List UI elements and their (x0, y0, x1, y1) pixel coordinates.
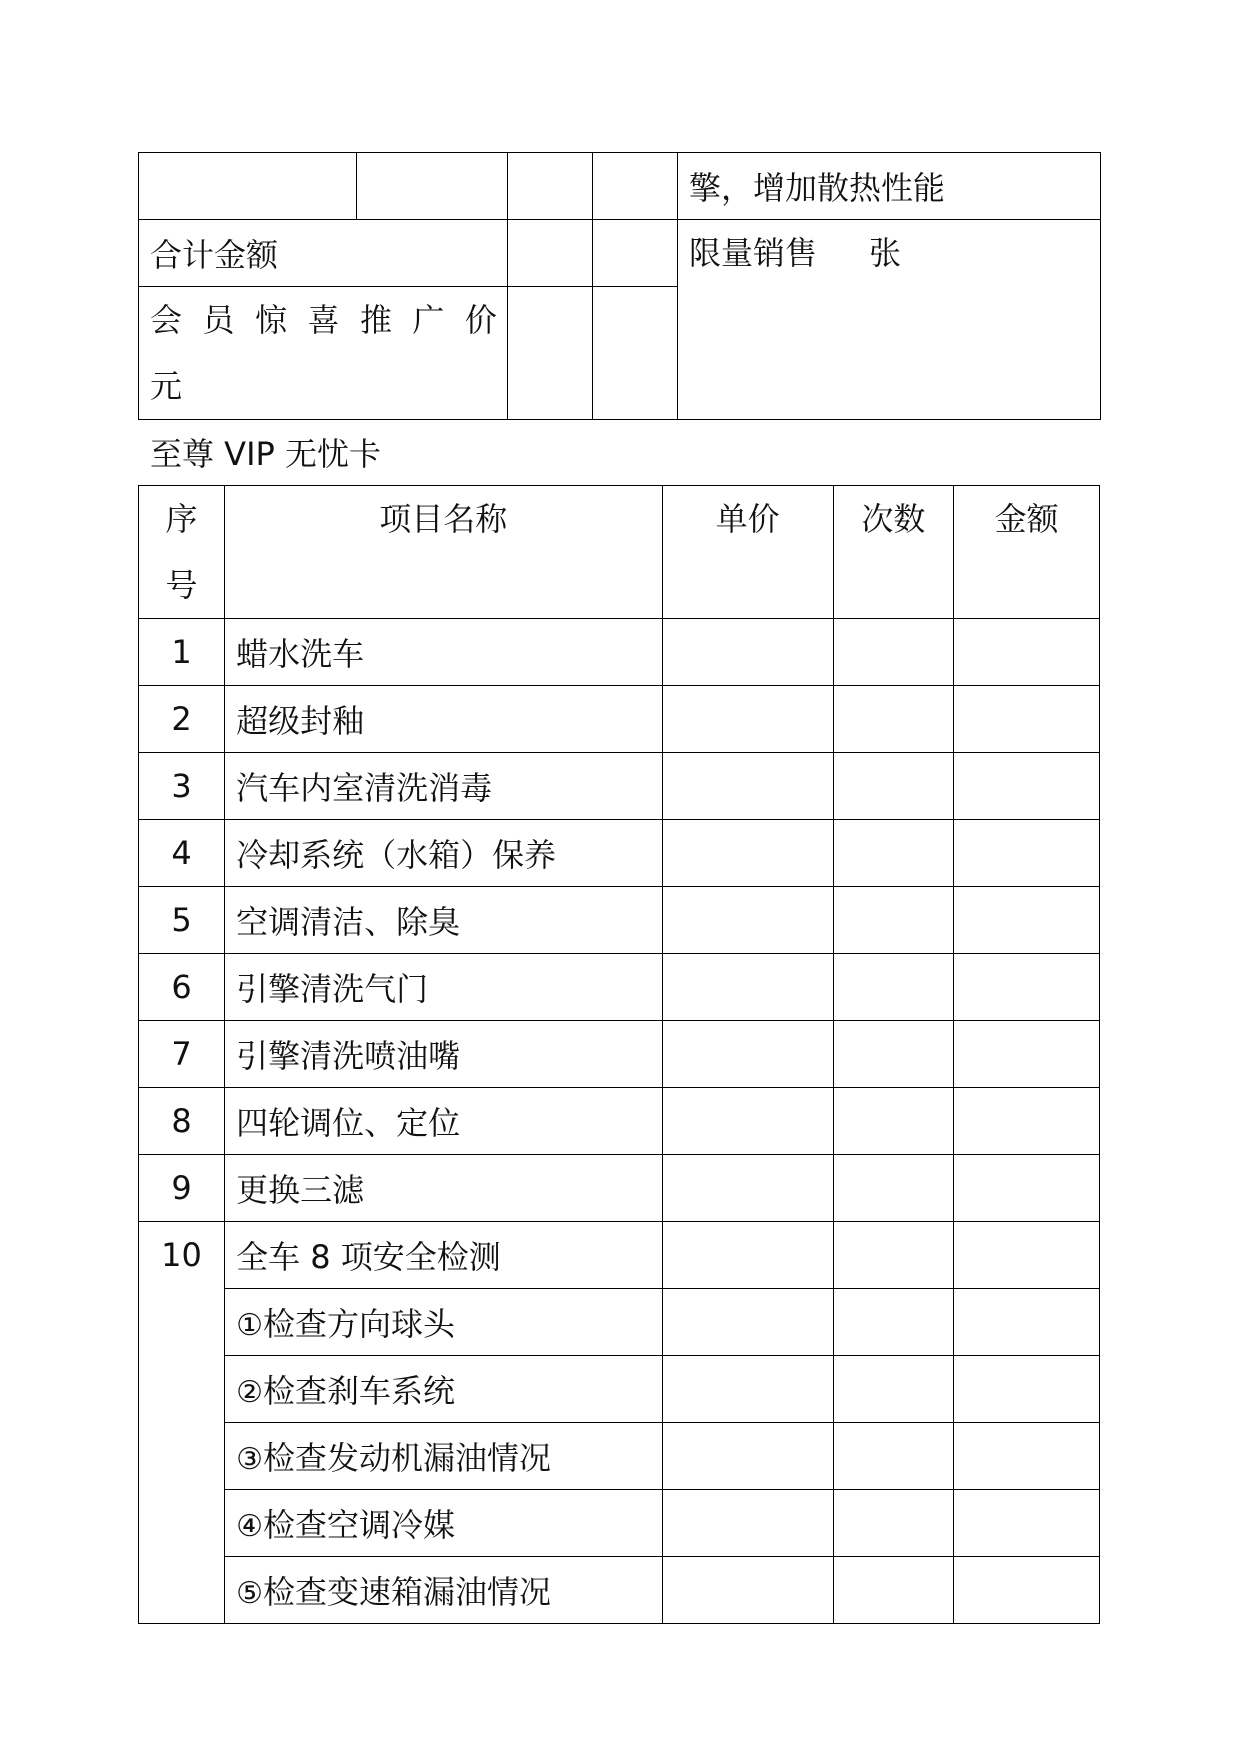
amount-cell (954, 619, 1100, 686)
count-cell (833, 619, 954, 686)
unit-price-cell (662, 1155, 833, 1222)
count-cell (833, 1222, 954, 1289)
row-item-name: 超级封釉 (225, 686, 662, 753)
sub-item-name: ②检查刹车系统 (225, 1356, 662, 1423)
unit-price-cell (662, 954, 833, 1021)
header-seq: 序 号 (139, 486, 225, 619)
total-label: 合计金额 (139, 220, 508, 287)
sub-item-name: ①检查方向球头 (225, 1289, 662, 1356)
row-number: 8 (139, 1088, 225, 1155)
table-row (139, 1557, 1100, 1624)
unit-price-cell (662, 1557, 833, 1624)
sub-item-name: ③检查发动机漏油情况 (225, 1423, 662, 1490)
count-cell (833, 820, 954, 887)
count-cell (833, 1490, 954, 1557)
amount-cell (954, 1155, 1100, 1222)
empty-cell (508, 220, 593, 287)
row-item-name: 汽车内室清洗消毒 (225, 753, 662, 820)
unit-price-cell (662, 1490, 833, 1557)
empty-cell (508, 287, 593, 420)
row-item-name: 更换三滤 (225, 1155, 662, 1222)
count-cell (833, 954, 954, 1021)
row-number: 7 (139, 1021, 225, 1088)
promo-cell (139, 287, 508, 420)
row-number: 5 (139, 887, 225, 954)
table-row (139, 954, 1100, 1021)
header-count: 次数 (833, 486, 954, 619)
count-cell (833, 1155, 954, 1222)
table-row (139, 1490, 1100, 1557)
amount-cell (954, 887, 1100, 954)
unit-price-cell (662, 1088, 833, 1155)
table-row (139, 820, 1100, 887)
row-number: 1 (139, 619, 225, 686)
row-number: 2 (139, 686, 225, 753)
count-cell (833, 1021, 954, 1088)
amount-cell (954, 820, 1100, 887)
header-unit-price: 单价 (662, 486, 833, 619)
table-row (139, 1088, 1100, 1155)
limit-label: 限量销售 (689, 234, 818, 272)
table-row (139, 887, 1100, 954)
header-row (139, 486, 1100, 619)
sub-item-name: ④检查空调冷媒 (225, 1490, 662, 1557)
table-row (139, 753, 1100, 820)
table-row (139, 619, 1100, 686)
row-number: 4 (139, 820, 225, 887)
unit-price-cell (662, 1222, 833, 1289)
unit-price-cell (662, 1423, 833, 1490)
amount-cell (954, 1557, 1100, 1624)
table-row (139, 1356, 1100, 1423)
table-row (139, 1021, 1100, 1088)
empty-cell (593, 287, 678, 420)
header-item-name: 项目名称 (225, 486, 662, 619)
row-item-name: 冷却系统（水箱）保养 (225, 820, 662, 887)
empty-cell (508, 153, 593, 220)
table-row (139, 1155, 1100, 1222)
count-cell (833, 1289, 954, 1356)
empty-cell (357, 153, 508, 220)
row-number: 10 (139, 1222, 225, 1624)
count-cell (833, 1423, 954, 1490)
promo-label: 会 员 惊 喜 推 广 价 (150, 301, 497, 339)
amount-cell (954, 753, 1100, 820)
row-item-name: 引擎清洗喷油嘴 (225, 1021, 662, 1088)
amount-cell (954, 1088, 1100, 1155)
unit-price-cell (662, 686, 833, 753)
row-item-name: 引擎清洗气门 (225, 954, 662, 1021)
amount-cell (954, 1021, 1100, 1088)
header-amount: 金额 (954, 486, 1100, 619)
unit-price-cell (662, 887, 833, 954)
count-cell (833, 1088, 954, 1155)
row-item-name: 四轮调位、定位 (225, 1088, 662, 1155)
items-table (138, 485, 1100, 1624)
row-item-name: 全车 8 项安全检测 (225, 1222, 662, 1289)
amount-cell (954, 1222, 1100, 1289)
summary-table (138, 152, 1101, 420)
section-title: 至尊 VIP 无忧卡 (150, 435, 381, 473)
empty-cell (593, 153, 678, 220)
unit-price-cell (662, 1021, 833, 1088)
row-item-name: 蜡水洗车 (225, 619, 662, 686)
empty-cell (593, 220, 678, 287)
table-row (139, 1222, 1100, 1289)
table-row (139, 1423, 1100, 1490)
amount-cell (954, 1289, 1100, 1356)
row-item-name: 空调清洁、除臭 (225, 887, 662, 954)
count-cell (833, 1356, 954, 1423)
count-cell (833, 753, 954, 820)
amount-cell (954, 954, 1100, 1021)
summary-row-total (139, 220, 1101, 287)
amount-cell (954, 1423, 1100, 1490)
promo-unit: 元 (150, 367, 183, 405)
amount-cell (954, 1356, 1100, 1423)
summary-row-1 (139, 153, 1101, 220)
row-number: 3 (139, 753, 225, 820)
sub-item-name: ⑤检查变速箱漏油情况 (225, 1557, 662, 1624)
row-number: 9 (139, 1155, 225, 1222)
amount-cell (954, 686, 1100, 753)
unit-price-cell (662, 1356, 833, 1423)
count-cell (833, 887, 954, 954)
empty-cell (139, 153, 357, 220)
unit-price-cell (662, 820, 833, 887)
unit-price-cell (662, 753, 833, 820)
unit-price-cell (662, 1289, 833, 1356)
table-row (139, 1289, 1100, 1356)
limit-cell (678, 220, 1101, 420)
limit-unit: 张 (869, 234, 902, 272)
amount-cell (954, 1490, 1100, 1557)
table-row (139, 686, 1100, 753)
row-number: 6 (139, 954, 225, 1021)
count-cell (833, 1557, 954, 1624)
count-cell (833, 686, 954, 753)
unit-price-cell (662, 619, 833, 686)
note-cell: 擎，增加散热性能 (678, 153, 1101, 220)
